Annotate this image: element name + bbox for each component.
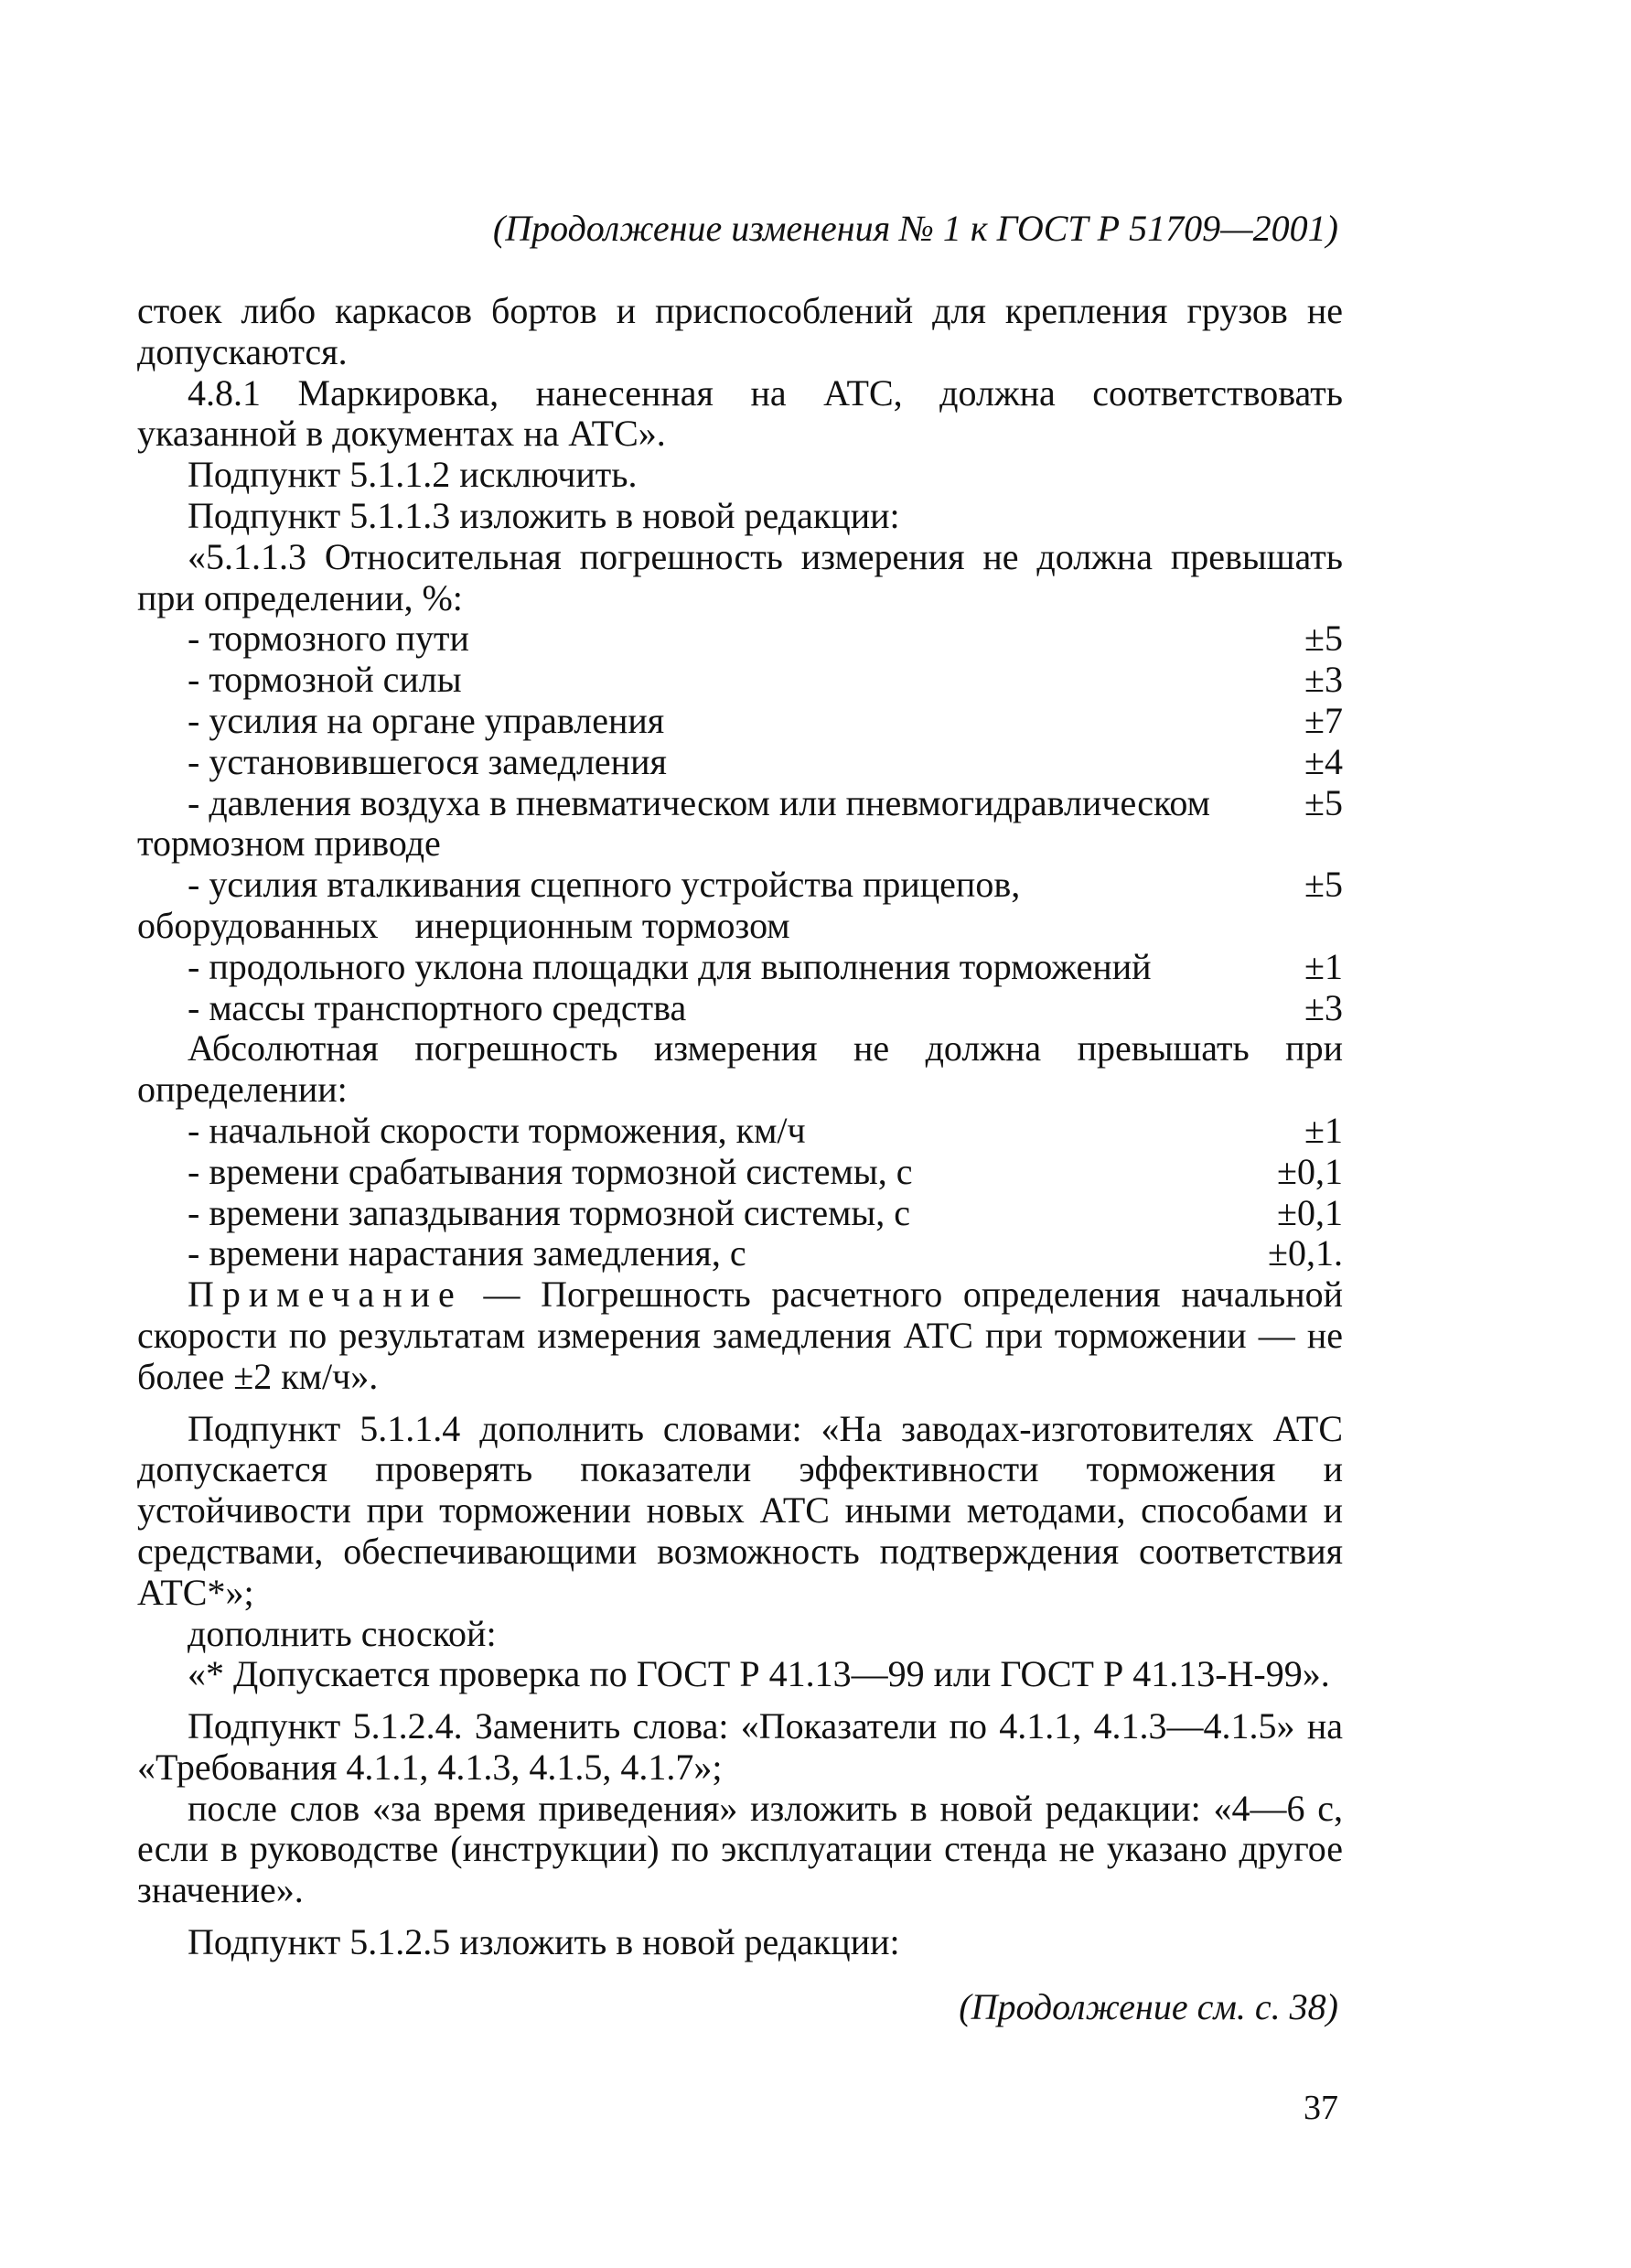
paragraph-4: Подпункт 5.1.1.3 изложить в новой редакции: — [188, 494, 900, 536]
list-item-continuation: оборудованных инерционным тормозом — [137, 904, 790, 946]
list-item-value: ±3 — [1304, 986, 1343, 1028]
list-item-value: ±5 — [1304, 781, 1343, 823]
list-item — [137, 947, 1343, 988]
list-item-label: - усилия на органе управления — [188, 699, 665, 741]
list-item-value: ±4 — [1304, 740, 1343, 782]
paragraph-8: дополнить сноской: — [188, 1612, 497, 1654]
list-item — [137, 660, 1343, 701]
list-item-value: ±7 — [1304, 699, 1343, 741]
list-item-label: - усилия вталкивания сцепного устройства прицепов, — [188, 864, 1021, 906]
list-item — [137, 988, 1343, 1029]
list-item-value: ±1 — [1304, 1109, 1343, 1151]
list-item-value: ±0,1 — [1277, 1150, 1343, 1192]
continuation-note: (Продолжение см. с. 38) — [959, 1986, 1338, 2027]
paragraph-11: после слов «за время приведения» изложить в новой редакции: «4—6 с, если в руководстве (инструкции) по эксплуатации стенда не указано другое значение». — [137, 1787, 1343, 1911]
list-item-continuation: тормозном приводе — [137, 822, 441, 865]
list-item-value: ±5 — [1304, 618, 1343, 660]
list-item-label: - установившегося замедления — [188, 740, 667, 782]
list-item — [137, 618, 1343, 660]
list-item-value: ±1 — [1304, 945, 1343, 987]
list-item — [137, 1233, 1343, 1274]
list-item-value: ±5 — [1304, 864, 1343, 906]
note-text: — Погрешность расчетного определения начальной скорости по результатам измерения замедления АТС при торможении — не более ±2 км/ч». — [137, 1274, 1343, 1397]
paragraph-1: стоек либо каркасов бортов и приспособлений для крепления грузов не допускаются. — [137, 290, 1343, 372]
list-item-label: - тормозного пути — [188, 618, 469, 660]
list-item — [137, 865, 1343, 906]
list-item — [137, 1111, 1343, 1152]
note-paragraph — [137, 1274, 1343, 1397]
page-header: (Продолжение изменения № 1 к ГОСТ Р 51709—2001) — [492, 208, 1338, 249]
list-item-label: - тормозной силы — [188, 659, 462, 701]
list-item-value: ±0,1. — [1268, 1232, 1343, 1274]
list-item-label: - времени нарастания замедления, с — [188, 1232, 746, 1274]
list-item — [137, 1152, 1343, 1193]
list-item-label: - начальной скорости торможения, км/ч — [188, 1109, 806, 1151]
list-item-label: - времени срабатывания тормозной системы, с — [188, 1150, 913, 1192]
list-item-value: ±0,1 — [1277, 1191, 1343, 1233]
paragraph-12: Подпункт 5.1.2.5 изложить в новой редакции: — [188, 1921, 900, 1963]
paragraph-2: 4.8.1 Маркировка, нанесенная на АТС, должна соответствовать указанной в документах на АТС». — [137, 371, 1343, 455]
page-number: 37 — [1304, 2089, 1338, 2127]
paragraph-5: «5.1.1.3 Относительная погрешность измерения не должна превышать при определении, %: — [137, 535, 1343, 618]
paragraph-3: Подпункт 5.1.1.2 исключить. — [188, 454, 638, 496]
list-item-label: - массы транспортного средства — [188, 986, 687, 1028]
list-item — [137, 1193, 1343, 1234]
list-item-value: ±3 — [1304, 659, 1343, 701]
list-item-label: - продольного уклона площадки для выполнения торможений — [188, 945, 1152, 987]
document-body — [137, 291, 1343, 1963]
note-label: Примечание — [188, 1274, 463, 1316]
list-item — [137, 701, 1343, 742]
list-item — [137, 742, 1343, 783]
list-item-label: - времени запаздывания тормозной системы, с — [188, 1191, 911, 1233]
paragraph-10: Подпункт 5.1.2.4. Заменить слова: «Показатели по 4.1.1, 4.1.3—4.1.5» на «Требования 4.1.1, 4.1.3, 4.1.5, 4.1.7»; — [137, 1705, 1343, 1788]
paragraph-6: Абсолютная погрешность измерения не должна превышать при определении: — [137, 1027, 1343, 1111]
paragraph-9: «* Допускается проверка по ГОСТ Р 41.13—99 или ГОСТ Р 41.13-Н-99». — [188, 1653, 1330, 1695]
list-item — [137, 783, 1343, 824]
paragraph-7: Подпункт 5.1.1.4 дополнить словами: «На заводах-изготовителях АТС допускается проверять показатели эффективности торможения и устойчивости при торможении новых АТС иными методами, способами и средствами, обеспечивающими возможность подтверждения соответствия АТС*»; — [137, 1407, 1343, 1613]
list-item-label: - давления воздуха в пневматическом или пневмогидравлическом — [188, 781, 1210, 823]
